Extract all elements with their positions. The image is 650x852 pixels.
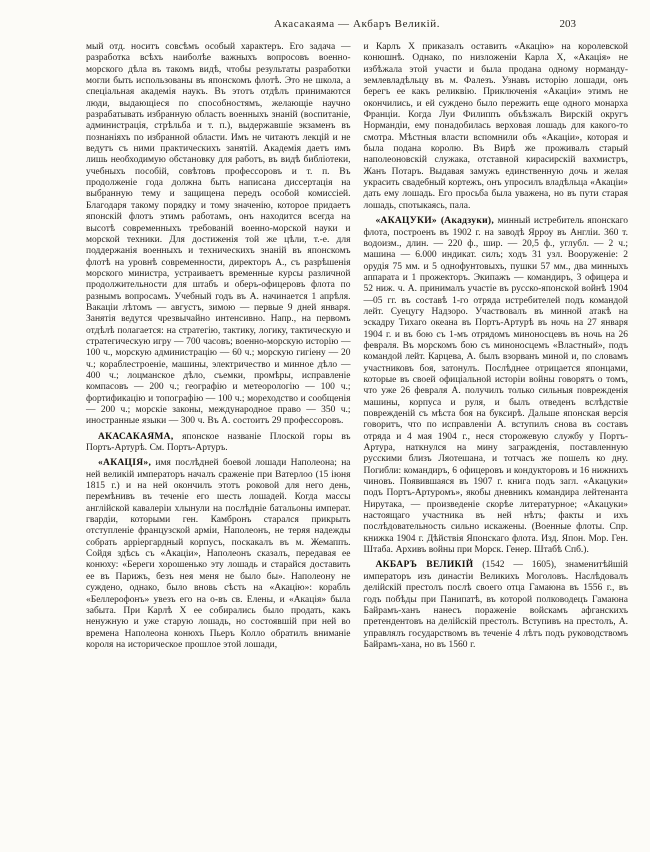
article-heading: АКАСАКАЯМА, [98,431,174,442]
article-heading: «АКАЦІЯ», [98,458,152,469]
running-head-title: Акасакаяма — Акбаръ Великій. [273,18,441,30]
page-number: 203 [559,18,576,30]
article-continuation-akatsia [364,42,629,212]
article-akatsuki [364,216,629,556]
paragraph-text: японское названіе Плоской горы въ Портъ-Артурѣ. См. Портъ-Артуръ. [86,431,351,454]
article-akbar [364,560,629,651]
article-continuation-academy [86,42,351,428]
running-head [86,16,628,38]
text-columns [86,42,628,651]
article-heading: АКБАРЪ ВЕЛИКІЙ [375,560,474,571]
left-column [86,42,351,651]
article-akasakayama [86,432,351,455]
right-column [364,42,629,651]
paragraph-text: и Карлъ X приказалъ оставить «Акацію» на королевской конюшнѣ. Однако, по низложеніи Карла X, «Акація» не избѣжала этой участи и была продана одному норманду-землевладѣльцу въ м. Фалезъ. Узнавъ исторію лошади, онъ берегъ ее какъ реликвію. Приключенія «Акаціи» этимъ не окончились, и ей суждено было пережить еще одного монарха Франціи. Когда Луи Филиппъ объѣзжалъ Вирскій округъ Нормандіи, ему понадобилась верховая лошадь для какого-то смотра. Мѣстныя власти вспомнили объ «Акаціи», которая и была подана королю. Въ Вирѣ же проживалъ старый наполеоновскій служака, отставной кирасирскій вахмистръ, Жанъ Потаръ. Выдавая замужъ единственную дочь и желая украсить свадебный кортежъ, онъ упросилъ владѣльца «Акаціи» дать ему лошадь. Его просьба была уважена, но въ пути старая лошадь, спотыкаясь, пала. [363,42,628,211]
paragraph-text: минный истребитель японскаго флота, построенъ въ 1902 г. на заводѣ Ярроу въ Англіи. 360 т. водоизм., длин. — 220 ф., шир. — 20,5 ф., углубл. — 2 ч.; машина — 6.000 индикат. силъ; ходъ 31 узл. Вооруженіе: 2 орудія 75 мм. и 5 однофунтовыхъ, пушки 57 мм., два минныхъ аппарата и 1 прожекторъ. Экипажъ — командиръ, 3 офицера и 52 ниж. ч. А. принималъ участіе въ русско-японской войнѣ 1904—05 гг. въ составѣ 1-го отряда истребителей подъ командой лейт. Суецугу Надзоро. Участвовалъ въ минной атакѣ на эскадру Тихаго океана въ Портъ-Артурѣ въ ночь на 27 января 1904 г. и въ бою съ 1-мъ отрядомъ миноносцевъ въ ночь на 26 февраля. Въ морскомъ бою съ миноносцемъ «Властный», подъ командой лейт. Карцева, А. былъ взорванъ миной и, по словамъ участниковъ боя, затонулъ. Послѣднее отрицается японцами, которые въ своей офиціальной исторіи войны говорятъ о томъ, что уже 26 февраля А. получилъ только сильныя поврежденія машины, корпуса и руля, и былъ отведенъ вслѣдствіе поврежденій съ мѣста боя на буксирѣ. Дальше японская версія говоритъ, что по исправленіи А. вступилъ снова въ составъ отряда и 4 мая 1904 г., неся сторожевую службу у Портъ-Артура, наткнулся на мину загражденія, поставленную русскими близъ Ляотешана, и тотчасъ же пошелъ ко дну. Погибли: командиръ, 6 офицеровъ и кондукторовъ и 16 нижнихъ чиновъ. Появившаяся въ 1907 г. книга подъ загл. «Акацуки» подъ Портъ-Артуромъ», якобы дневникъ командира лейтенанта Нирутака, — произведеніе скорѣе литературное; «Акацуки» настоящаго участника въ ней нѣтъ; факты и ихъ послѣдовательность сильно искажены. (Военные флоты. Спр. книжка 1904 г. Дѣйствія Японскаго флота. Изд. Япон. Мор. Ген. Штаба. Архивъ войны при Морск. Генер. Штабѣ Спб.). [363,216,628,556]
article-heading: «АКАЦУКИ» (Акадзуки), [375,216,495,227]
paragraph-text: мый отд. носитъ совсѣмъ особый характеръ. Его задача — разработка всѣхъ наиболѣе важныхъ вопросовъ военно-морского дѣла въ такомъ видѣ, чтобы результаты разработки могли быть использованы въ японскомъ флотѣ. Это не школа, а спеціальная академія наукъ. Въ этотъ отдѣлъ принимаются люди, выдающіеся по способностямъ, желающіе научно разрабатывать избранную область военныхъ знаній (воспитаніе, администрація, стрѣльба и т. п.), выдержавшіе экзаменъ въ познаніяхъ по избранной области. Имъ не читаютъ лекцій и не ведутъ съ ними практическихъ занятій. Академія даетъ имъ лишь необходимую обстановку для работъ, въ видѣ библіотеки, учебныхъ пособій, совѣтовъ профессоровъ и т. п. Въ продолженіе года должна быть написана диссертація на выбранную тему и защищена передъ особой комиссіей. Благодаря такому порядку и тому значенію, которое придаетъ японскій флотъ этимъ работамъ, онъ находится всегда на высотѣ современныхъ требованій военно-морской науки и морской техники. Для достиженія той же цѣли, т.-е. для поддержанія военныхъ и техническихъ знаній въ японскомъ флотѣ на уровнѣ современности, директоръ А., съ разрѣшенія морского министра, устраиваетъ временные курсы различной продолжительности для штабъ и оберъ-офицеровъ флота по разнымъ вопросамъ. Учебный годъ въ А. начинается 1 апрѣля. Вакаціи лѣтомъ — августъ, зимою — первые 9 дней января. Занятія ведутся чрезвычайно интенсивно. Напр., на первомъ отдѣлѣ полагается: на стратегію, тактику, логику, тактическую и стратегическую игру — 700 часовъ; военно-морскую исторію — 100 ч., морскую администрацію — 60 ч.; морскую гигіену — 20 ч.; кораблестроеніе, машины, электричество и минное дѣло — 400 ч.; лоцманское дѣло, съемки, промѣры, исправленіе компасовъ — 200 ч.; географію и метеорологію — 100 ч.; фортификацію и топографію — 100 ч.; мореходство и сообщенія — 200 ч.; морскіе законы, международное право — 350 ч.; иностранные языки — 300 ч. Въ А. состоитъ 29 профессоровъ. [86,42,351,427]
paragraph-text: имя послѣдней боевой лошади Наполеона; на ней великій императоръ началъ сраженіе при Ватерлоо (15 іюня 1815 г.) и на ней окончилъ этотъ роковой для него день, перемѣнивъ въ теченіе его шесть лошадей. Когда массы англійской кавалеріи хлынули на послѣдніе батальоны императ. гвардіи, которыми ген. Камбронъ старался прикрыть отступленіе французской арміи, Наполеонъ, не теряя надежды собрать арріергардный корпусъ, поскакалъ въ м. Жемаппъ. Сойдя здѣсь съ «Акаціи», Наполеонъ сказалъ, передавая ее конюху: «Береги хорошенько эту лошадь и старайся доставить ее въ Парижъ, безъ нея меня не было бы». Наполеону не суждено, однако, было вновь сѣсть на «Акацію»: корабль «Беллерофонъ» увезъ его на о-въ св. Елены, и «Акація» была забыта. При Карлѣ X ее собирались было продать, какъ ненужную и уже старую лошадь, но состоявшій при ней во времена Наполеона конюхъ Пьеръ Колло обратилъ вниманіе короля на историческое прошлое этой лошади, [86,458,351,650]
paragraph-text: (1542 — 1605), знаменитѣйшій императоръ изъ династіи Великихъ Моголовъ. Наслѣдовалъ делійскій престолъ послѣ своего отца Гамаюна въ 1556 г., въ годъ побѣды при Панипатѣ, въ которой полководецъ Гамаюна Байрамъ-ханъ нанесъ пораженіе войскамъ афганскихъ претендентовъ на делійскій престолъ. Вступивъ на престолъ, А. управлялъ государствомъ въ теченіе 4 лѣтъ подъ руководствомъ Байрамъ-хана, но въ 1560 г. [363,560,628,650]
article-akatsia [86,458,351,651]
